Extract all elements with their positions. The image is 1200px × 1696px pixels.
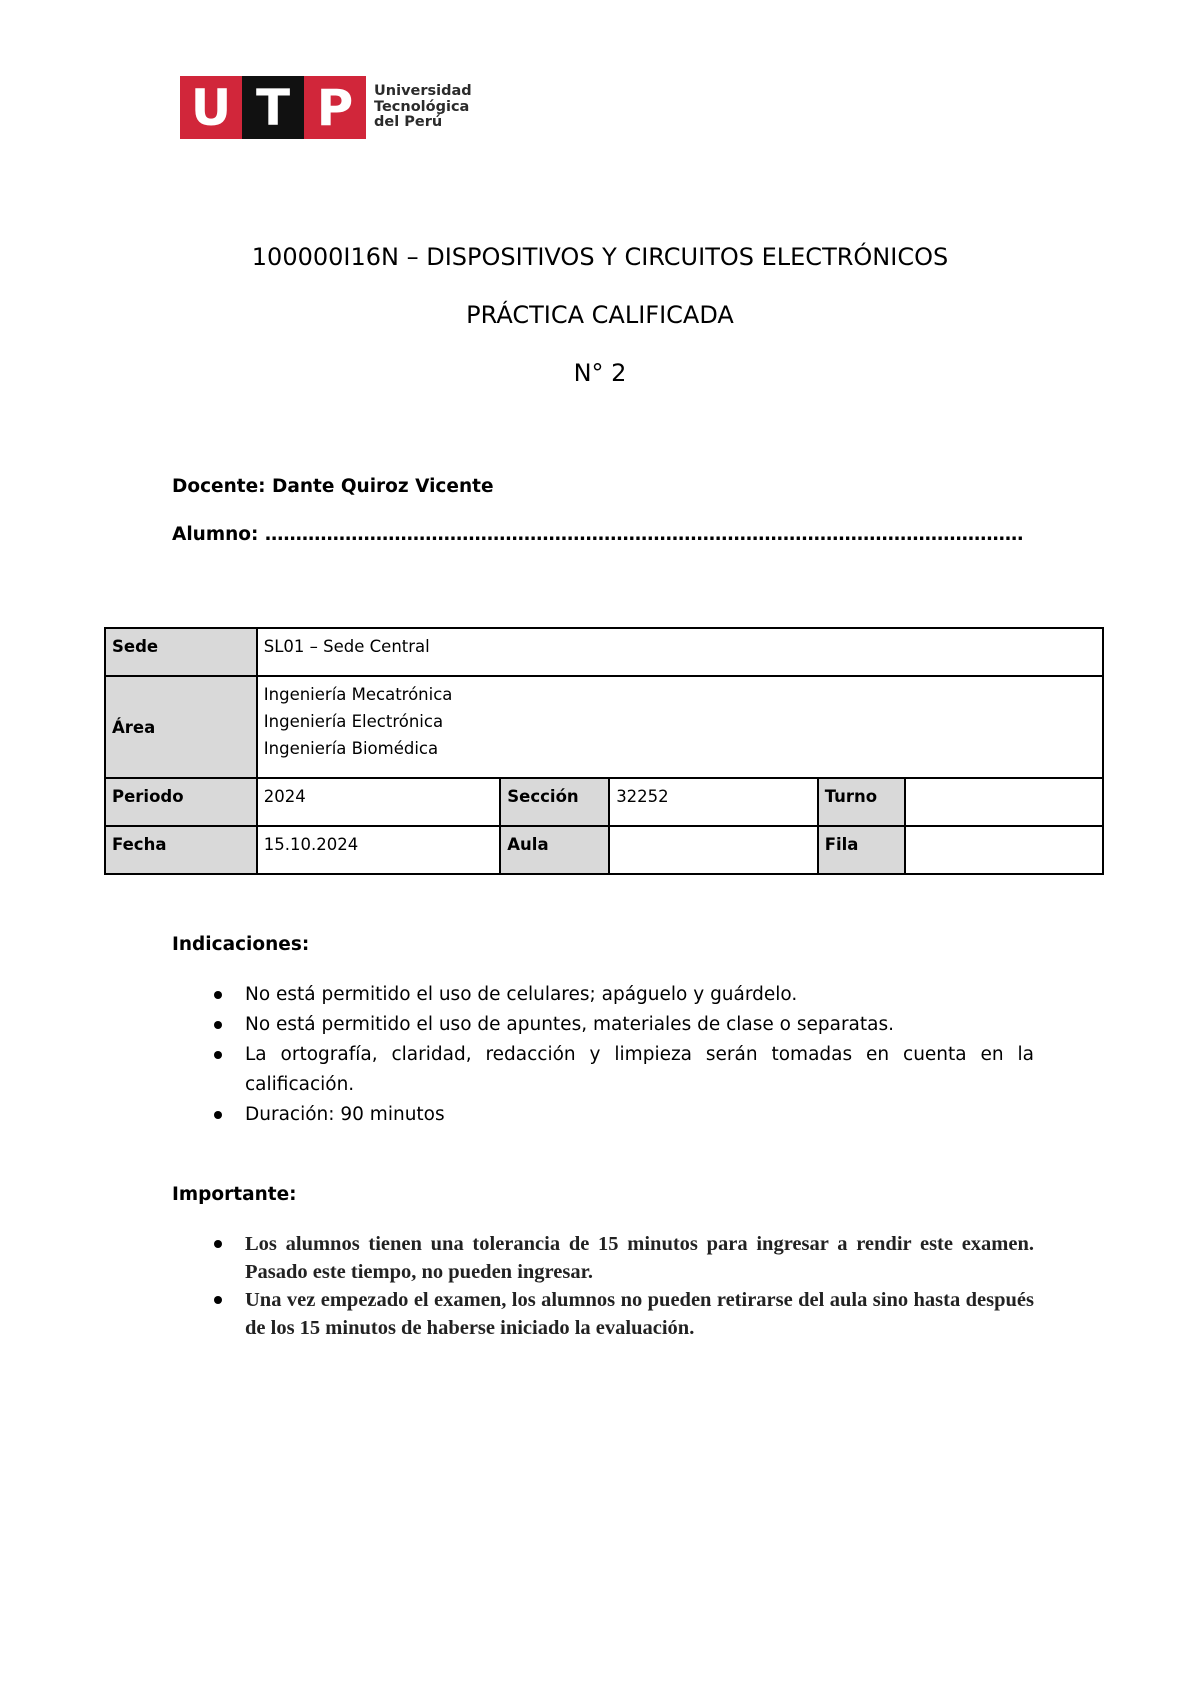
logo-university-name [374,84,472,131]
table-row-periodo [105,778,1103,826]
turno-value [905,778,1103,826]
list-item-text: Los alumnos tienen una tolerancia de 15 minutos para ingresar a rendir este examen. Pasado este tiempo, no pueden ingresar. [245,1233,1034,1283]
list-item-text: Duración: 90 minutos [245,1104,445,1125]
indicaciones-heading: Indicaciones: [172,934,310,955]
list-item [210,1286,1034,1342]
table-row-area [105,676,1103,778]
periodo-label: Periodo [105,778,257,826]
exam-number-title: N° 2 [573,359,627,387]
logo-name-line-2: Tecnológica [374,98,470,115]
bullet-icon [214,1021,222,1029]
fila-label: Fila [818,826,905,874]
table-row-sede [105,628,1103,676]
utp-logo [180,76,472,139]
list-item [210,980,1034,1010]
list-item-text: Una vez empezado el examen, los alumnos no pueden retirarse del aula sino hasta después de los 15 minutos de haberse iniciado la evaluación. [245,1289,1034,1339]
alumno-line: Alumno: …………………………………………………………………………………………………………… [172,524,1024,545]
aula-value [609,826,818,874]
importante-heading: Importante: [172,1184,297,1205]
list-item [210,1100,1034,1130]
indicaciones-list [210,980,1034,1130]
fecha-value: 15.10.2024 [257,826,501,874]
importante-list [210,1230,1034,1342]
bullet-icon [214,1240,222,1248]
seccion-label: Sección [500,778,609,826]
list-item [210,1230,1034,1286]
logo-letter-p: P [304,76,366,139]
turno-label: Turno [818,778,905,826]
bullet-icon [214,991,222,999]
list-item-text: No está permitido el uso de celulares; apáguelo y guárdelo. [245,984,798,1005]
logo-letter-t: T [242,76,304,139]
bullet-icon [214,1296,222,1304]
logo-name-line-3: del Perú [374,114,443,131]
seccion-value: 32252 [609,778,818,826]
area-label: Área [105,676,257,778]
docente-line: Docente: Dante Quiroz Vicente [172,476,494,497]
area-value-2: Ingeniería Electrónica [263,712,444,731]
sede-value: SL01 – Sede Central [257,628,1103,676]
list-item-text: No está permitido el uso de apuntes, materiales de clase o separatas. [245,1014,894,1035]
list-item [210,1040,1034,1100]
aula-label: Aula [500,826,609,874]
area-value-3: Ingeniería Biomédica [263,739,439,758]
logo-letter-u: U [180,76,242,139]
exam-info-table [104,627,1104,875]
bullet-icon [214,1111,222,1119]
bullet-icon [214,1051,222,1059]
exam-type-title: PRÁCTICA CALIFICADA [466,301,734,329]
area-values [257,676,1103,778]
logo-name-line-1: Universidad [374,83,472,100]
list-item [210,1010,1034,1040]
sede-label: Sede [105,628,257,676]
list-item-text: La ortografía, claridad, redacción y limpieza serán tomadas en cuenta en la calificación. [245,1044,1034,1095]
area-value-1: Ingeniería Mecatrónica [263,685,453,704]
table-row-fecha [105,826,1103,874]
periodo-value: 2024 [257,778,501,826]
course-title: 100000I16N – DISPOSITIVOS Y CIRCUITOS ELECTRÓNICOS [251,243,949,271]
fila-value [905,826,1103,874]
fecha-label: Fecha [105,826,257,874]
